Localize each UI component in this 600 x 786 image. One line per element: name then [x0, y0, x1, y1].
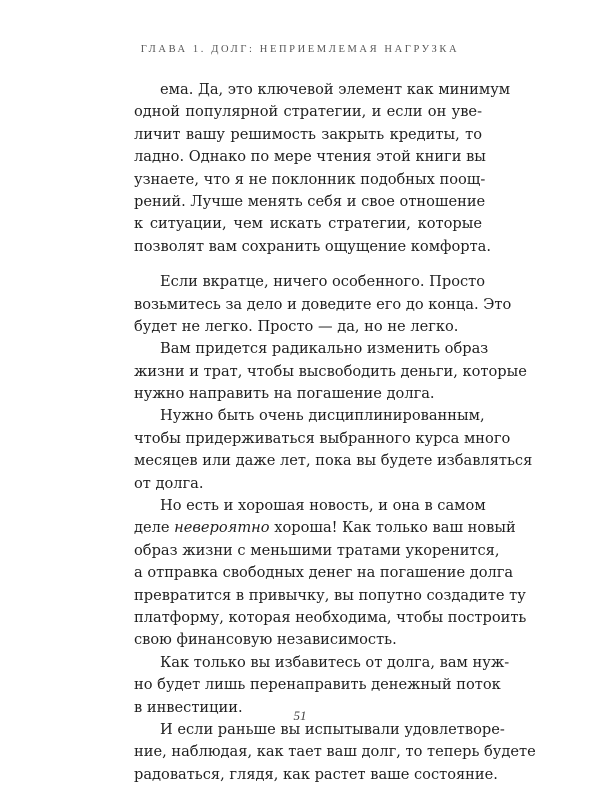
page-number: 51	[293, 708, 307, 723]
text-line: личит вашу решимость закрыть кредиты, то	[134, 125, 482, 143]
text-line: И если раньше вы испытывали удовлетворе-	[160, 720, 505, 738]
text-fragment: деле	[134, 519, 175, 537]
body-text	[134, 79, 536, 786]
text-line: ладно. Однако по мере чтения этой книги вы	[134, 148, 486, 166]
text-line: позволят вам сохранить ощущение комфорта.	[134, 237, 492, 255]
text-line: в инвестиции.	[134, 698, 243, 716]
paragraph	[134, 405, 533, 495]
text-fragment: хороша! Как только ваш новый	[269, 519, 516, 537]
text-line: радоваться, глядя, как растет ваше состояние.	[134, 765, 498, 783]
text-line: а отправка свободных денег на погашение долга	[134, 564, 514, 582]
text-line: рений. Лучше менять себя и свое отношение	[134, 192, 486, 210]
text-line: к ситуации, чем искать стратегии, которые	[134, 215, 482, 233]
text-line: образ жизни с меньшими тратами укоренится,	[134, 541, 500, 559]
text-line: свою финансовую независимость.	[134, 631, 397, 649]
text-line: Вам придется радикально изменить образ	[160, 340, 489, 358]
text-line	[134, 517, 516, 539]
running-head: ГЛАВА 1. ДОЛГ: НЕПРИЕМЛЕМАЯ НАГРУЗКА	[140, 44, 460, 55]
text-line: превратится в привычку, вы попутно создадите ту	[134, 586, 526, 604]
text-line: Нужно быть очень дисциплинированным,	[160, 407, 485, 425]
text-line: нужно направить на погашение долга.	[134, 385, 435, 403]
emphasis-text: невероятно	[174, 519, 270, 537]
text-line: Но есть и хорошая новость, и она в самом	[160, 497, 486, 515]
text-line: ние, наблюдая, как тает ваш долг, то теперь будете	[134, 743, 536, 761]
text-line: чтобы придерживаться выбранного курса много	[134, 429, 511, 447]
text-line: от долга.	[134, 474, 204, 492]
text-line: Как только вы избавитесь от долга, вам нуж-	[160, 653, 510, 671]
text-line: месяцев или даже лет, пока вы будете избавляться	[134, 452, 533, 470]
text-line: Если вкратце, ничего особенного. Просто	[160, 273, 486, 291]
text-line: но будет лишь перенаправить денежный поток	[134, 676, 501, 694]
paragraph	[134, 495, 527, 652]
paragraph	[134, 719, 536, 786]
text-line: ема. Да, это ключевой элемент как минимум	[160, 81, 511, 98]
text-line: узнаете, что я не поклонник подобных поощ-	[134, 170, 486, 188]
text-line: платформу, которая необходима, чтобы построить	[134, 608, 527, 626]
text-line: будет не легко. Просто — да, но не легко.	[134, 317, 459, 335]
text-line: возьмитесь за дело и доведите его до конца. Это	[134, 295, 512, 313]
text-line: жизни и трат, чтобы высвободить деньги, которые	[134, 362, 527, 380]
paragraph	[134, 79, 511, 258]
paragraph	[134, 271, 512, 338]
paragraph	[134, 338, 527, 405]
text-line: одной популярной стратегии, и если он уве-	[134, 103, 482, 121]
